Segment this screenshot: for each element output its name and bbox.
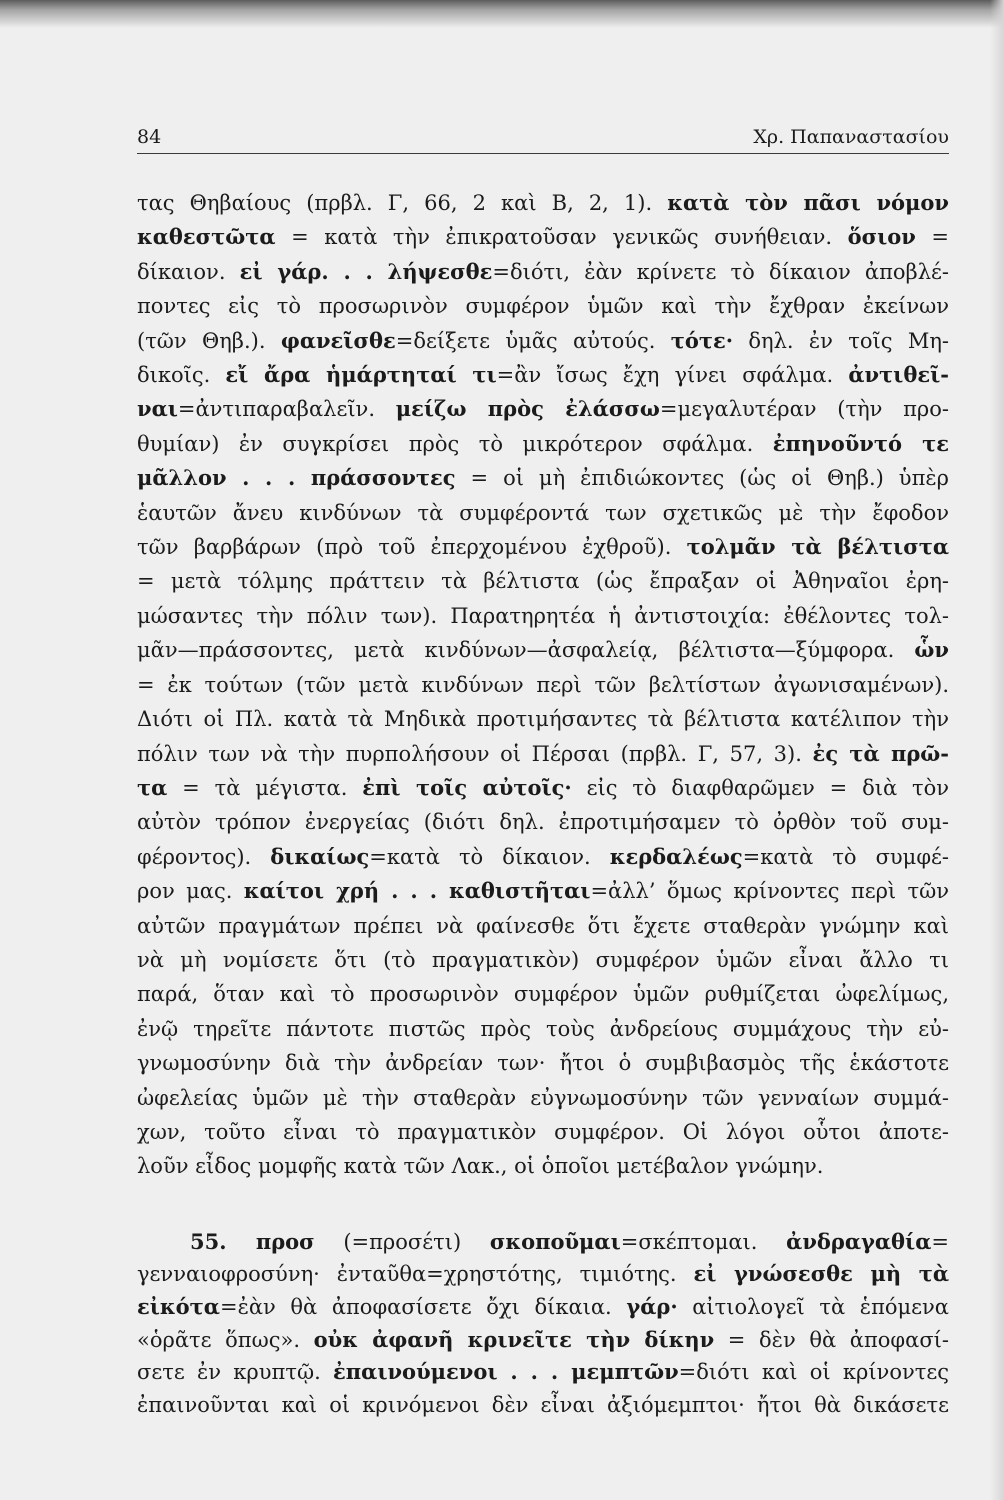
text-line [137, 805, 949, 839]
text-line [137, 530, 949, 564]
scan-side-shadow [990, 0, 1004, 1500]
text-segment: = [915, 225, 949, 250]
running-title: Χρ. Παπαναστασίου [753, 125, 949, 148]
text-segment: μᾶν—πράσσοντες, μετὰ κινδύνων—ἀσφαλείᾳ, βέλτιστα—ξύμφορα. [137, 638, 915, 663]
text-segment: πόλιν των νὰ τὴν πυρπολήσουν οἱ Πέρσαι (πρβλ. Γ, 57, 3). [137, 741, 813, 766]
text-line [137, 840, 949, 874]
text-line [137, 1291, 949, 1324]
bold-term: ἐπὶ τοῖς αὐτοῖς· [362, 774, 572, 800]
text-line [137, 496, 949, 530]
text-segment: φέροντος). [137, 844, 271, 869]
text-line [137, 1115, 949, 1149]
paragraph [137, 1226, 949, 1422]
bold-term: τολμᾶν τὰ βέλτιστα [686, 534, 949, 560]
text-line [137, 909, 949, 943]
text-line [137, 392, 949, 426]
text-line [137, 668, 949, 702]
bold-term: εἰ γάρ. . . λήψεσθε [239, 258, 493, 284]
page-number: 84 [137, 125, 162, 148]
text-line [137, 1046, 949, 1080]
text-line [137, 1258, 949, 1291]
text-line [137, 324, 949, 358]
body-text [137, 186, 949, 1421]
text-segment: αὐτῶν πραγμάτων πρέπει νὰ φαίνεσθε ὅτι ἔχετε σταθερὰν γνώμην καὶ [137, 913, 949, 938]
text-segment: =ἀλλ’ ὅμως κρίνοντες περὶ τῶν [590, 879, 950, 904]
bold-term: ὧν [914, 637, 949, 663]
text-segment: τας Θηβαίους (πρβλ. Γ, 66, 2 καὶ Β, 2, 1). [137, 191, 668, 215]
bold-term: ἐπηνοῦντό τε [772, 430, 950, 456]
text-segment: =κατὰ τὸ δίκαιον. [369, 844, 610, 869]
bold-term: κατὰ τὸν πᾶσι νόμον [667, 190, 949, 215]
text-line [137, 1226, 949, 1259]
bold-term: ἀντιθεῖ- [848, 362, 949, 388]
text-line [137, 599, 949, 633]
bold-term: τότε· [670, 327, 734, 353]
running-head [137, 120, 949, 154]
bold-term: μείζω πρὸς ἐλάσσω [395, 396, 660, 422]
text-segment: γενναιοφροσύνη· ἐνταῦθα=χρηστότης, τιμιότης. [137, 1262, 694, 1287]
bold-term: ἐπαινούμενοι . . . μεμπτῶν [333, 1359, 679, 1385]
text-segment: = [931, 1229, 949, 1254]
text-segment: =ἂν ἴσως ἔχη γίνει σφάλμα. [496, 363, 849, 388]
text-segment: = δὲν θὰ ἀποφασί- [714, 1327, 949, 1352]
text-line [137, 633, 949, 667]
text-segment: = μετὰ τόλμης πράττειν τὰ βέλτιστα (ὡς ἔπραξαν οἱ Ἀθηναῖοι ἐρη- [137, 569, 949, 594]
text-segment: ποντες εἰς τὸ προσωρινὸν συμφέρον ὑμῶν καὶ τὴν ἔχθραν ἐκείνων [137, 294, 949, 319]
text-segment: δικοῖς. [137, 363, 226, 388]
text-segment: =διότι καὶ οἱ κρίνοντες [678, 1360, 949, 1385]
text-segment: =κατὰ τὸ συμφέ- [742, 844, 950, 869]
text-segment: δίκαιον. [137, 259, 240, 284]
text-segment: = οἱ μὴ ἐπιδιώκοντες (ὡς οἱ Θηβ.) ὑπὲρ [455, 466, 949, 491]
text-segment: παρά, ὅταν καὶ τὸ προσωρινὸν συμφέρον ὑμῶν ρυθμίζεται ὠφελίμως, [137, 982, 949, 1007]
text-line [137, 289, 949, 323]
text-line [137, 1356, 949, 1389]
text-segment: =ἀντιπαραβαλεῖν. [177, 397, 396, 422]
text-segment: δηλ. ἐν τοῖς Μη- [733, 328, 949, 353]
paragraph [137, 186, 949, 1184]
text-line [137, 1149, 949, 1183]
text-segment: λοῦν εἶδος μομφῆς κατὰ τῶν Λακ., οἱ ὁποῖοι μετέβαλον γνώμην. [137, 1154, 824, 1179]
text-line [137, 977, 949, 1011]
text-segment: ἐνῷ τηρεῖτε πάντοτε πιστῶς πρὸς τοὺς ἀνδρείους συμμάχους τὴν εὐ- [137, 1016, 949, 1041]
text-segment: ἐπαινοῦνται καὶ οἱ κρινόμενοι δὲν εἶναι ἀξιόμεμπτοι· ἤτοι θὰ δικάσετε [137, 1392, 949, 1417]
text-segment: ἑαυτῶν ἄνευ κινδύνων τὰ συμφέροντά των σχετικῶς μὲ τὴν ἔφοδον [137, 500, 949, 525]
text-segment: νὰ μὴ νομίσετε ὅτι (τὸ πραγματικὸν) συμφέρον ὑμῶν εἶναι ἄλλο τι [137, 947, 949, 972]
text-segment: =διότι, ἐὰν κρίνετε τὸ δίκαιον ἀποβλέ- [492, 259, 949, 284]
text-line [137, 186, 949, 220]
bold-term: φανεῖσθε [280, 327, 396, 353]
text-line [137, 427, 949, 461]
bold-term: ἀνδραγαθία [786, 1228, 932, 1254]
text-line [137, 1012, 949, 1046]
text-segment: ὠφελείας ὑμῶν μὲ τὴν σταθερὰν εὐγνωμοσύνην τῶν γενναίων συμμά- [137, 1085, 949, 1110]
text-segment: =ἐὰν θὰ ἀποφασίσετε ὄχι δίκαια. [219, 1294, 627, 1319]
text-segment: = τὰ μέγιστα. [167, 775, 363, 800]
text-segment: (=προσέτι) [314, 1229, 490, 1254]
text-line [137, 1324, 949, 1357]
text-segment: χων, τοῦτο εἶναι τὸ πραγματικὸν συμφέρον. Οἱ λόγοι οὗτοι ἀποτε- [137, 1119, 949, 1144]
bold-term: εἰ γνώσεσθε μὴ τὰ [693, 1261, 949, 1287]
bold-term: ἐς τὰ πρῶ- [812, 740, 949, 766]
bold-term: καθεστῶτα [137, 224, 276, 250]
scan-edge-shadow [0, 0, 1004, 28]
bold-term: εἰκότα [137, 1293, 220, 1319]
text-line [137, 220, 949, 254]
text-line [137, 943, 949, 977]
text-line [137, 1081, 949, 1115]
bold-term: μᾶλλον . . . πράσσοντες [137, 465, 456, 491]
text-segment: ρον μας. [137, 879, 244, 904]
text-segment: σετε ἐν κρυπτῷ. [137, 1360, 334, 1385]
text-segment: = κατὰ τὴν ἐπικρατοῦσαν γενικῶς συνήθειαν. [275, 225, 848, 250]
bold-term: 55. προσ [190, 1228, 315, 1254]
bold-term: δικαίως [270, 843, 370, 869]
text-segment: =σκέπτομαι. [620, 1229, 787, 1254]
bold-term: εἴ ἄρα ἡμάρτηταί τι [225, 362, 497, 388]
bold-term: καίτοι χρή . . . καθιστῆται [243, 878, 591, 904]
text-segment: τῶν βαρβάρων (πρὸ τοῦ ἐπερχομένου ἐχθροῦ). [137, 535, 687, 560]
text-segment: Διότι οἱ Πλ. κατὰ τὰ Μηδικὰ προτιμήσαντες τὰ βέλτιστα κατέλιπον τὴν [137, 707, 949, 732]
text-segment: γνωμοσύνην διὰ τὴν ἀνδρείαν των· ἤτοι ὁ συμβιβασμὸς τῆς ἑκάστοτε [137, 1051, 949, 1076]
bold-term: ὅσιον [847, 224, 916, 250]
bold-term: ναι [137, 396, 178, 422]
text-line [137, 771, 949, 805]
text-line [137, 1389, 949, 1422]
bold-term: γάρ· [626, 1293, 678, 1319]
bold-term: κερδαλέως [609, 843, 743, 869]
text-line [137, 461, 949, 495]
text-segment: «ὁρᾶτε ὅπως». [137, 1327, 314, 1352]
text-line [137, 874, 949, 908]
text-segment: εἰς τὸ διαφθαρῶμεν = διὰ τὸν [571, 775, 950, 800]
text-line [137, 737, 949, 771]
text-segment: αἰτιολογεῖ τὰ ἑπόμενα [677, 1294, 949, 1319]
text-segment: =μεγαλυτέραν (τὴν προ- [659, 397, 949, 422]
text-segment: = ἐκ τούτων (τῶν μετὰ κινδύνων περὶ τῶν βελτίστων ἀγωνισαμένων). [137, 672, 949, 697]
text-line [137, 564, 949, 598]
text-segment: αὐτὸν τρόπον ἐνεργείας (διότι δηλ. ἐπροτιμήσαμεν τὸ ὀρθὸν τοῦ συμ- [137, 810, 949, 835]
text-segment: θυμίαν) ἐν συγκρίσει πρὸς τὸ μικρότερον σφάλμα. [137, 431, 773, 456]
text-segment: (τῶν Θηβ.). [137, 328, 281, 353]
bold-term: οὐκ ἀφανῆ κρινεῖτε τὴν δίκην [313, 1326, 715, 1352]
text-segment: μώσαντες τὴν πόλιν των). Παρατηρητέα ἡ ἀντιστοιχία: ἐθέλοντες τολ- [137, 603, 949, 628]
text-line [137, 358, 949, 392]
text-segment: =δείξετε ὑμᾶς αὐτούς. [395, 328, 671, 353]
text-line [137, 255, 949, 289]
text-line [137, 702, 949, 736]
bold-term: σκοποῦμαι [489, 1228, 621, 1254]
bold-term: τα [137, 774, 168, 800]
